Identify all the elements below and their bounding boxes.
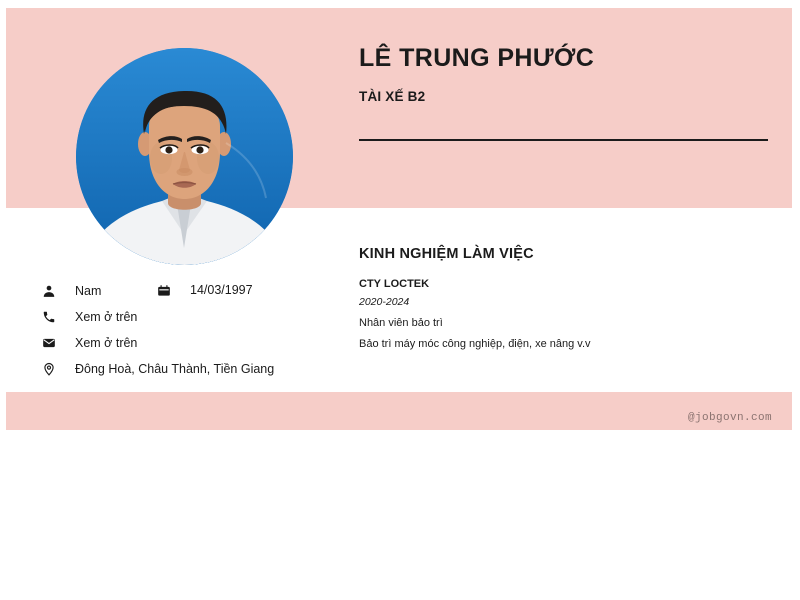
job-title: TÀI XẾ B2 [359,88,426,104]
portrait-photo [76,48,293,265]
info-row-phone [40,304,360,330]
page-title: LÊ TRUNG PHƯỚC [359,44,595,72]
personal-info-list [40,278,360,382]
info-value-email: Xem ở trên [75,336,138,350]
info-row-gender [40,278,360,304]
info-row-email [40,330,360,356]
info-value-dob: 14/03/1997 [190,283,253,297]
watermark: @jobgovn.com [687,412,772,424]
mail-icon [40,334,58,352]
experience-description: Bảo trì máy móc công nghiệp, điện, xe nâng v.v [359,338,591,350]
footer-band [6,392,792,430]
cv-document [6,8,792,430]
info-value-address: Đông Hoà, Châu Thành, Tiền Giang [75,362,275,376]
info-value-gender: Nam [75,284,102,298]
location-pin-icon [40,360,58,378]
header-divider [359,139,768,141]
experience-section [359,246,779,350]
info-row-address [40,356,360,382]
experience-section-title: KINH NGHIỆM LÀM VIỆC [359,246,534,262]
info-value-phone: Xem ở trên [75,310,138,324]
avatar [76,48,293,265]
person-icon [40,282,58,300]
experience-company: CTY LOCTEK [359,278,430,290]
name-block [359,44,779,104]
experience-period: 2020-2024 [359,296,410,308]
experience-entry [359,278,779,350]
calendar-icon [155,282,173,300]
experience-position: Nhân viên bảo trì [359,317,443,329]
phone-icon [40,308,58,326]
